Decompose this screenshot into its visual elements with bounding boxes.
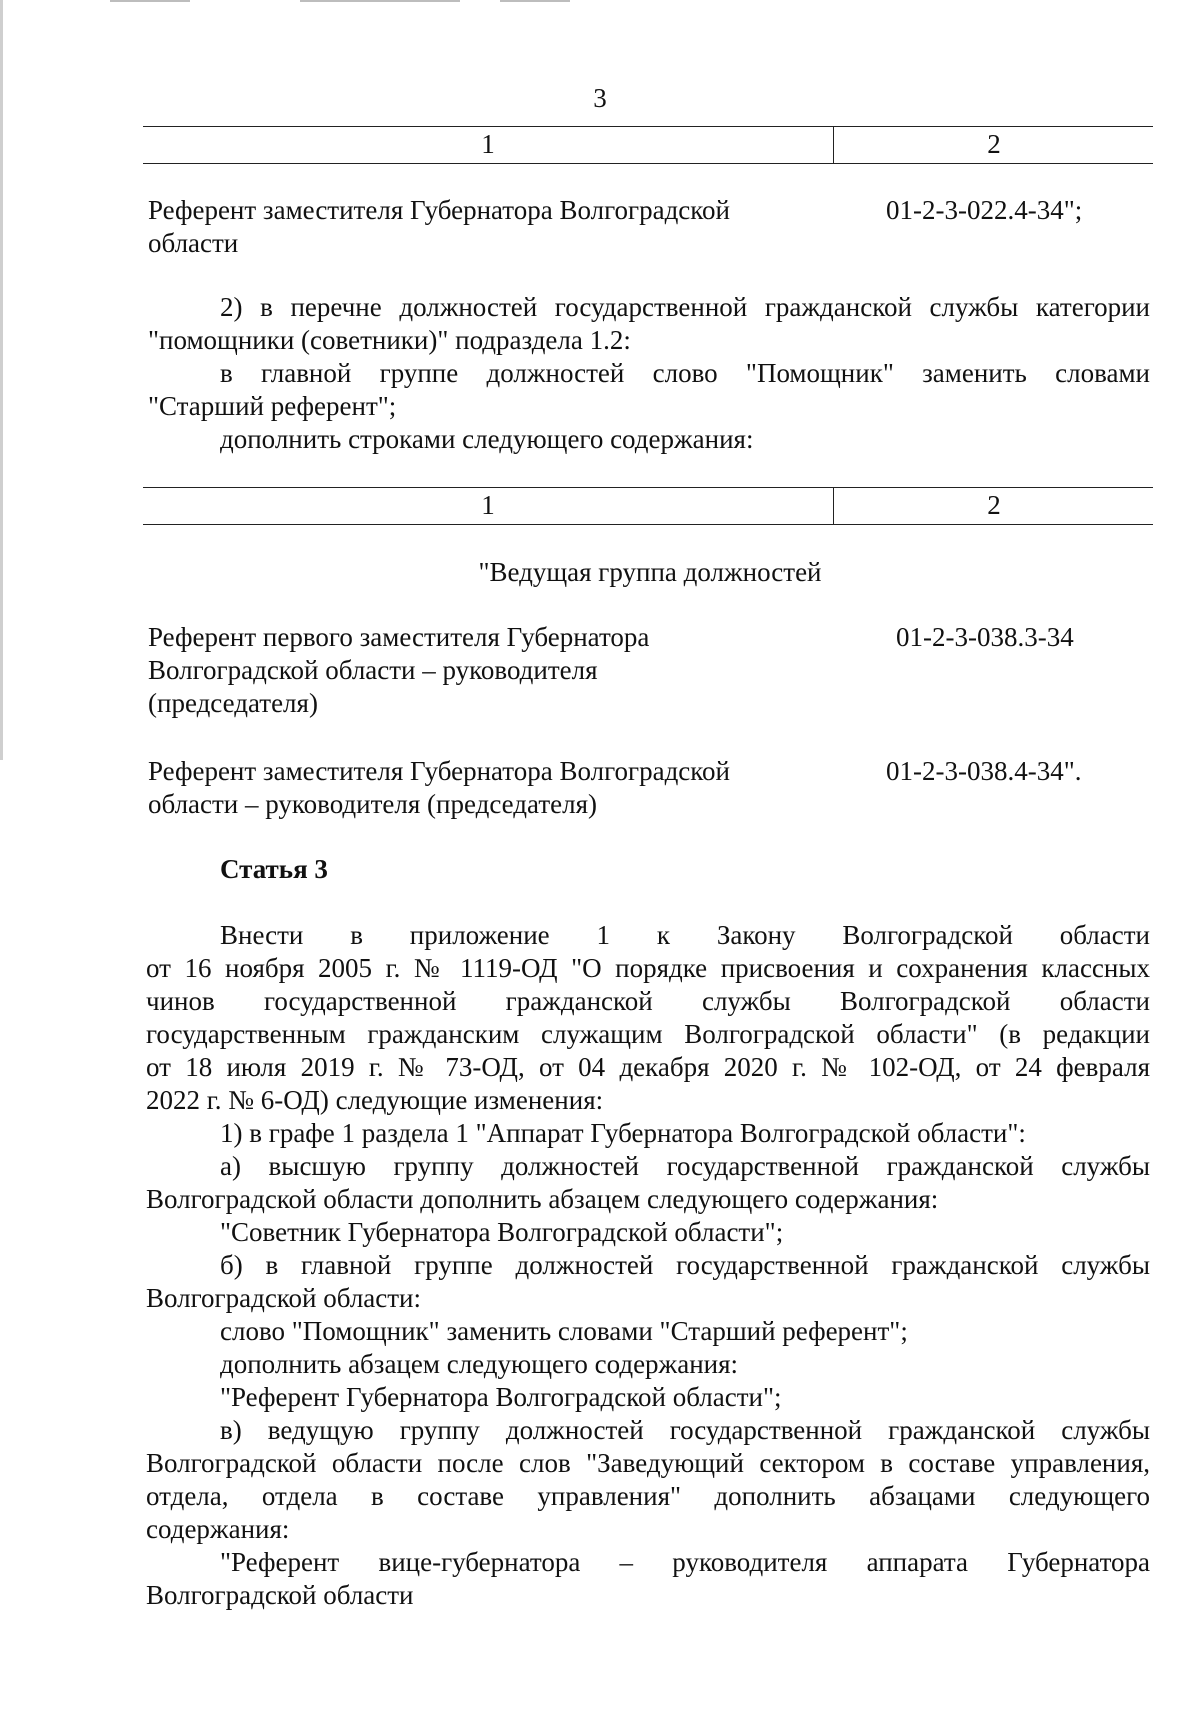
article-line: от 18 июля 2019 г. № 73-ОД, от 04 декабря 2020 г. № 102-ОД, от 24 февраля: [146, 1052, 1150, 1082]
paragraph-line: 2) в перечне должностей государственной гражданской службы категории: [220, 292, 1150, 322]
article-line: содержания:: [146, 1514, 290, 1544]
page-number: 3: [593, 83, 607, 113]
position-title-line: области – руководителя (председателя): [148, 789, 597, 819]
column-2-header: 2: [987, 490, 1001, 520]
article-line: чинов государственной гражданской службы Волгоградской области: [146, 986, 1150, 1016]
article-line: от 16 ноября 2005 г. № 1119-ОД "О порядке присвоения и сохранения классных: [146, 953, 1150, 983]
article-line: слово "Помощник" заменить словами "Старший референт";: [220, 1316, 908, 1346]
article-line: "Советник Губернатора Волгоградской области";: [220, 1217, 784, 1247]
position-title-line: Референт заместителя Губернатора Волгоградской: [148, 756, 730, 786]
article-line: б) в главной группе должностей государственной гражданской службы: [220, 1250, 1150, 1280]
position-title-line: (председателя): [148, 688, 318, 718]
article-line: Волгоградской области: [146, 1580, 414, 1610]
paragraph-line: "Старший референт";: [148, 391, 397, 421]
article-line: государственным гражданским служащим Волгоградской области" (в редакции: [146, 1019, 1150, 1049]
position-title-line: Волгоградской области – руководителя: [148, 655, 598, 685]
column-1-header: 1: [143, 488, 834, 524]
scan-artifact: [300, 0, 460, 2]
position-code: 01-2-3-038.3-34: [896, 622, 1074, 652]
article-line: 2022 г. № 6-ОД) следующие изменения:: [146, 1085, 604, 1115]
article-line: дополнить абзацем следующего содержания:: [220, 1349, 739, 1379]
position-code: 01-2-3-022.4-34";: [886, 195, 1083, 225]
group-title: "Ведущая группа должностей: [478, 557, 822, 587]
article-line: Внести в приложение 1 к Закону Волгоградской области: [220, 920, 1150, 950]
article-line: Волгоградской области:: [146, 1283, 422, 1313]
table-column-header: [143, 126, 1153, 164]
column-2-header: 2: [987, 129, 1001, 159]
scan-artifact: [500, 0, 570, 2]
position-title-line: области: [148, 228, 239, 258]
scan-artifact: [110, 0, 190, 2]
position-title-line: Референт первого заместителя Губернатора: [148, 622, 650, 652]
table-column-header: [143, 487, 1153, 525]
article-line: отдела, отдела в составе управления" дополнить абзацами следующего: [146, 1481, 1150, 1511]
paragraph-line: "помощники (советники)" подраздела 1.2:: [148, 325, 631, 355]
column-1-header: 1: [143, 127, 834, 163]
article-heading: Статья 3: [220, 854, 328, 884]
article-line: в) ведущую группу должностей государственной гражданской службы: [220, 1415, 1150, 1445]
article-line: Волгоградской области дополнить абзацем следующего содержания:: [146, 1184, 939, 1214]
article-line: Волгоградской области после слов "Заведующий сектором в составе управления,: [146, 1448, 1150, 1478]
article-line: "Референт вице-губернатора – руководителя аппарата Губернатора: [220, 1547, 1150, 1577]
article-line: "Референт Губернатора Волгоградской области";: [220, 1382, 782, 1412]
position-code: 01-2-3-038.4-34".: [886, 756, 1082, 786]
article-line: а) высшую группу должностей государственной гражданской службы: [220, 1151, 1150, 1181]
paragraph-line: в главной группе должностей слово "Помощник" заменить словами: [220, 358, 1150, 388]
paragraph-line: дополнить строками следующего содержания:: [220, 424, 754, 454]
position-title-line: Референт заместителя Губернатора Волгоградской: [148, 195, 730, 225]
article-line: 1) в графе 1 раздела 1 "Аппарат Губернатора Волгоградской области":: [220, 1118, 1026, 1148]
